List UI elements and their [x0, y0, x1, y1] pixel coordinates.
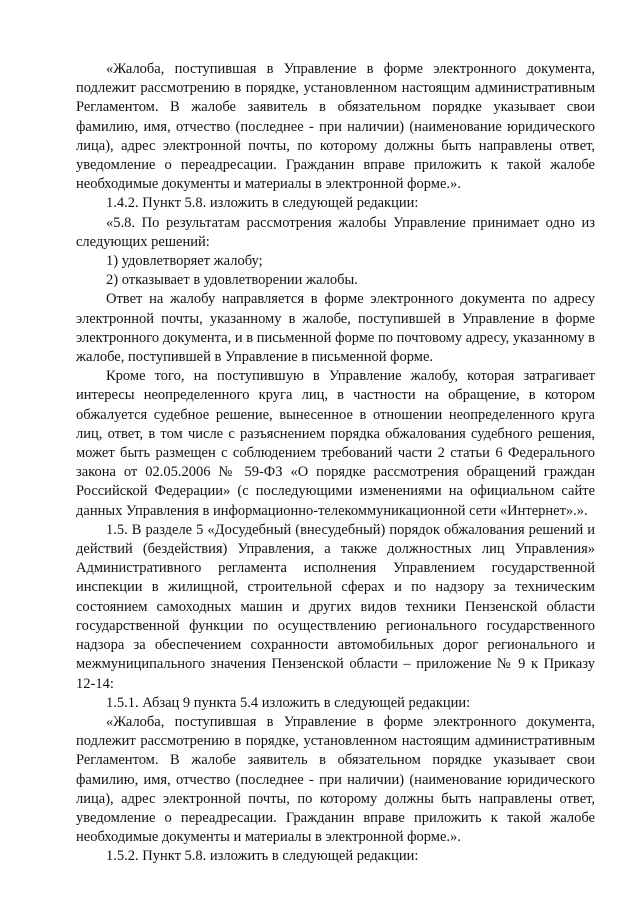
paragraph-response-delivery: Ответ на жалобу направляется в форме электронного документа по адресу электронной почты, указанному в жалобе, поступившей в Управление в форме электронного документа, и в письменной форме по почтовому адресу, указанному в жалобе, поступившей в Управление в письменной форме.	[76, 291, 595, 366]
paragraph-item-1-4-2: 1.4.2. Пункт 5.8. изложить в следующей редакции:	[106, 195, 419, 212]
paragraph-public-response: Кроме того, на поступившую в Управление жалобу, которая затрагивает интересы неопределенного круга лиц, в частности на обращение, в котором обжалуется судебное решение, вынесенное в отношении неопределенного круга лиц, ответ, в том числе с разъяснением порядка обжалования судебного решения, может быть размещен с соблюдением требований части 2 статьи 6 Федерального закона от 02.05.2006 № 59-ФЗ «О порядке рассмотрения обращений граждан Российской Федерации» (с последующими изменениями на официальном сайте данных Управления в информационно-телекоммуникационной сети «Интернет».».	[76, 368, 595, 519]
paragraph-complaint-electronic: «Жалоба, поступившая в Управление в форме электронного документа, подлежит рассмотрению в порядке, установленном настоящим административным Регламентом. В жалобе заявитель в обязательном порядке указывает свои фамилию, имя, отчество (последнее - при наличии) (наименование юридического лица), адрес электронной почты, по которому должны быть направлены ответ, уведомление о переадресации. Гражданин вправе приложить к такой жалобе необходимые документы и материалы в электронной форме.».	[76, 61, 595, 193]
paragraph-item-1-5-1: 1.5.1. Абзац 9 пункта 5.4 изложить в следующей редакции:	[106, 694, 471, 711]
paragraph-item-1-5-2: 1.5.2. Пункт 5.8. изложить в следующей редакции:	[106, 848, 419, 865]
paragraph-item-1-5: 1.5. В разделе 5 «Досудебный (внесудебный) порядок обжалования решений и действий (бездействия) Управления, а также должностных лиц Управления» Административного регламента исполнения Управлением государственной инспекции в жилищной, строительной сферах и по надзору за техническим состоянием самоходных машин и других видов техники Пензенской области государственной функции по осуществлению регионального государственного надзора за обеспечением сохранности автомобильных дорог регионального и межмуниципального значения Пензенской области – приложение № 9 к Приказу 12-14:	[76, 521, 595, 692]
document-page	[76, 60, 595, 867]
paragraph-decision-2: 2) отказывает в удовлетворении жалобы.	[106, 272, 358, 289]
paragraph-decision-1: 1) удовлетворяет жалобу;	[106, 253, 263, 270]
paragraph-complaint-electronic-repeat: «Жалоба, поступившая в Управление в форме электронного документа, подлежит рассмотрению в порядке, установленном настоящим административным Регламентом. В жалобе заявитель в обязательном порядке указывает свои фамилию, имя, отчество (последнее - при наличии) (наименование юридического лица), адрес электронной почты, по которому должны быть направлены ответ, уведомление о переадресации. Гражданин вправе приложить к такой жалобе необходимые документы и материалы в электронной форме.».	[76, 713, 595, 846]
paragraph-item-5-8: «5.8. По результатам рассмотрения жалобы Управление принимает одно из следующих решений:	[76, 214, 595, 250]
